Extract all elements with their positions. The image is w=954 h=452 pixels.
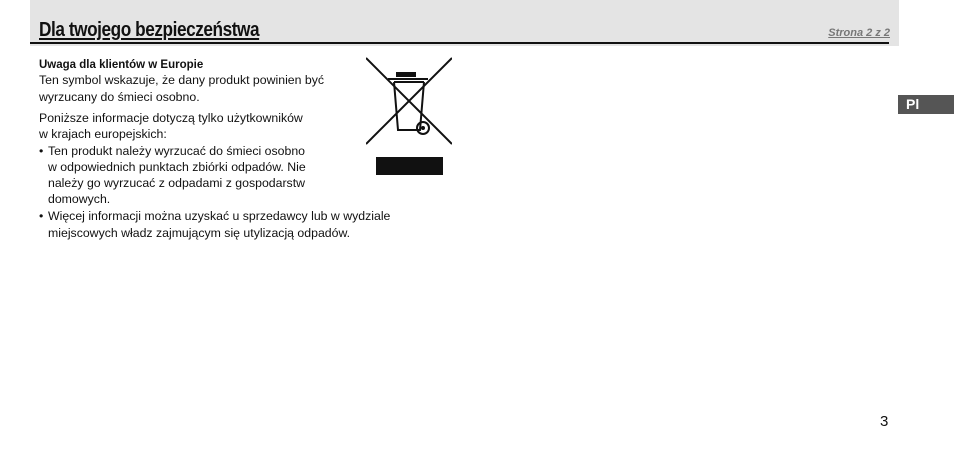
bullet-1-line-1: Ten produkt należy wyrzucać do śmieci osobno [48,144,305,158]
header-divider [30,42,889,44]
page-indicator: Strona 2 z 2 [828,27,890,39]
bullet-2-line-2: miejscowych władz zajmującym się utylizacją odpadów. [48,226,351,240]
bullet-1-line-4: domowych. [48,192,111,206]
section-heading: Uwaga dla klientów w Europie [39,59,204,71]
crossed-out-wheelie-bin-icon [366,56,452,178]
page-title: Dla twojego bezpieczeństwa [39,19,260,41]
bullet-1-line-3: należy go wyrzucać z odpadami z gospodarstw [48,176,305,190]
page-number: 3 [880,413,889,430]
bullet-2-line-1: Więcej informacji można uzyskać u sprzedawcy lub w wydziale [48,209,391,223]
info-line-2: w krajach europejskich: [39,127,167,141]
info-line-1: Poniższe informacje dotyczą tylko użytkowników [39,111,303,125]
intro-line-1: Ten symbol wskazuje, że dany produkt powinien być [39,73,325,87]
bullet-1-line-2: w odpowiednich punktach zbiórki odpadów. Nie [48,160,306,174]
bullet-marker-2: • [39,209,44,223]
bullet-marker-1: • [39,144,44,158]
intro-line-2: wyrzucany do śmieci osobno. [39,90,200,104]
language-tab[interactable]: Pl [898,95,954,114]
